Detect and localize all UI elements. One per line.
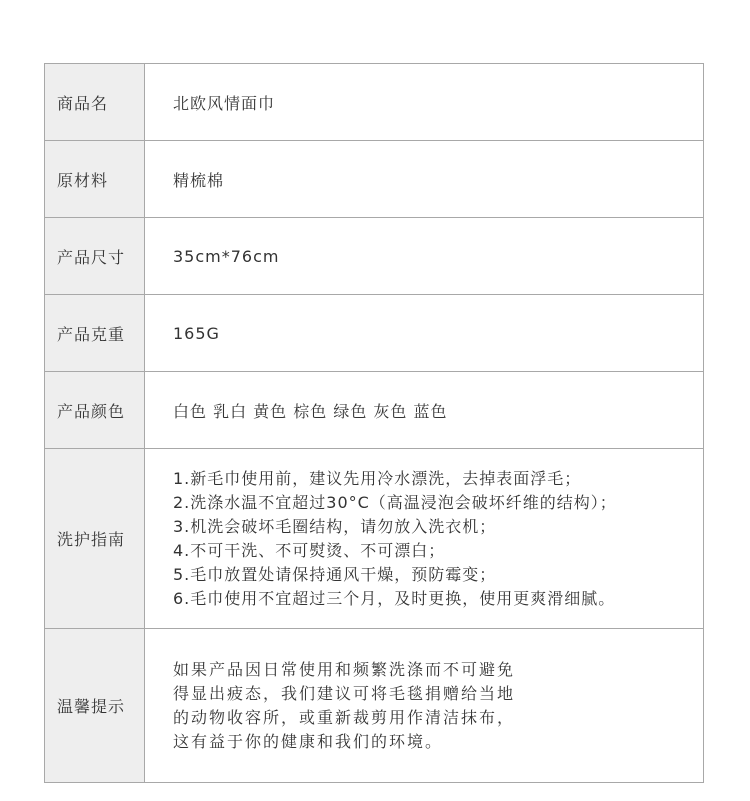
spec-row-care-guide [45, 449, 704, 629]
spec-label: 温馨提示 [45, 629, 145, 783]
spec-label: 产品颜色 [45, 372, 145, 449]
care-line: 2.洗涤水温不宜超过30°C（高温浸泡会破坏纤维的结构）； [173, 492, 617, 512]
tips-line: 的动物收容所，或重新裁剪用作清洁抹布， [173, 707, 516, 727]
spec-value: 北欧风情面巾 [145, 64, 704, 141]
spec-row-tips [45, 629, 704, 783]
spec-value: 165G [145, 295, 704, 372]
care-line: 5.毛巾放置处请保持通风干燥，预防霉变； [173, 564, 497, 584]
tips-line: 如果产品因日常使用和频繁洗涤而不可避免 [173, 659, 516, 679]
care-instructions [145, 449, 704, 629]
tips-line: 得显出疲态，我们建议可将毛毯捐赠给当地 [173, 683, 516, 703]
product-spec-table [44, 63, 704, 783]
tips-text [145, 629, 704, 783]
spec-label: 产品克重 [45, 295, 145, 372]
spec-label: 产品尺寸 [45, 218, 145, 295]
spec-value: 35cm*76cm [145, 218, 704, 295]
care-line: 6.毛巾使用不宜超过三个月，及时更换，使用更爽滑细腻。 [173, 588, 616, 608]
spec-label: 洗护指南 [45, 449, 145, 629]
care-line: 4.不可干洗、不可熨烫、不可漂白； [173, 540, 446, 560]
spec-row-size [45, 218, 704, 295]
spec-label: 原材料 [45, 141, 145, 218]
care-line: 3.机洗会破坏毛圈结构，请勿放入洗衣机； [173, 516, 497, 536]
spec-value: 白色 乳白 黄色 棕色 绿色 灰色 蓝色 [145, 372, 704, 449]
spec-row-colors [45, 372, 704, 449]
tips-line: 这有益于你的健康和我们的环境。 [173, 731, 444, 751]
care-line: 1.新毛巾使用前，建议先用冷水漂洗，去掉表面浮毛； [173, 468, 582, 488]
spec-row-material [45, 141, 704, 218]
spec-row-weight [45, 295, 704, 372]
spec-value: 精梳棉 [145, 141, 704, 218]
spec-row-product-name [45, 64, 704, 141]
spec-label: 商品名 [45, 64, 145, 141]
